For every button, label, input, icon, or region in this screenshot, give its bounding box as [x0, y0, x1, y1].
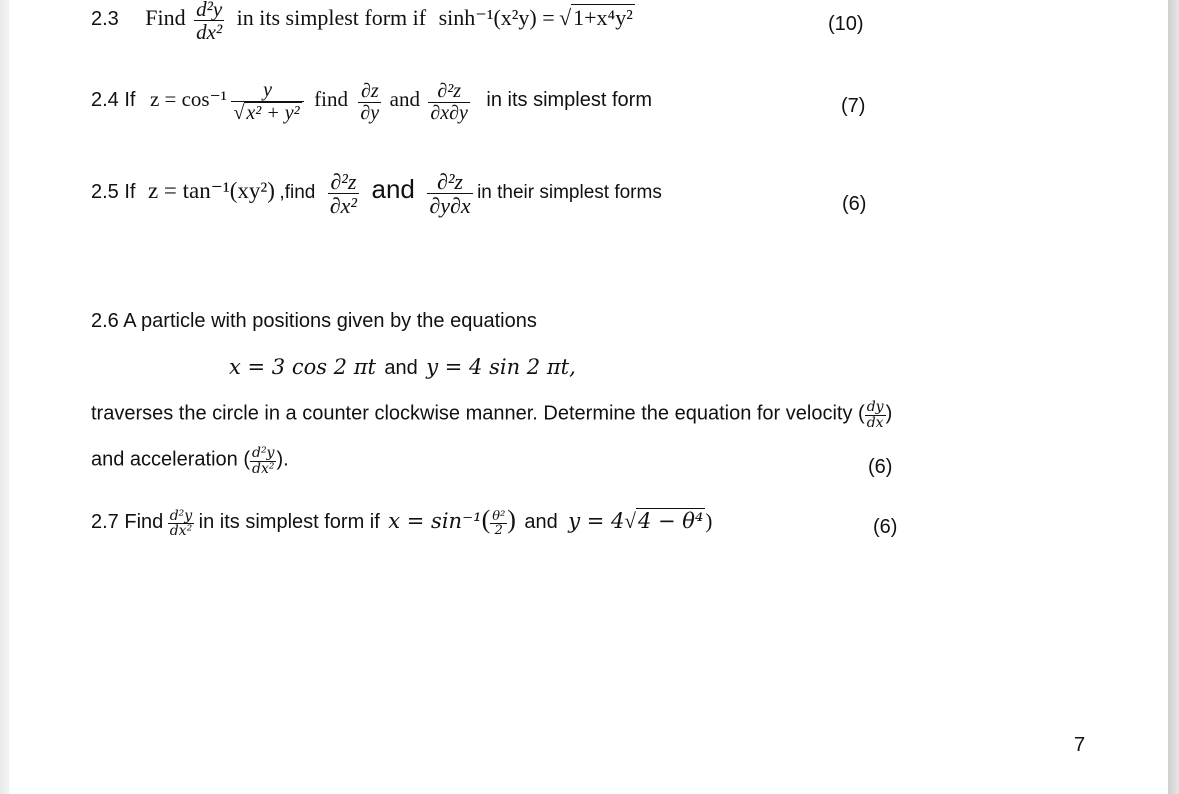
fraction-denominator: dx — [865, 415, 886, 431]
page-number: 7 — [1074, 734, 1086, 756]
equation-z: z = cos⁻¹ — [149, 87, 227, 112]
and-word: and — [389, 87, 420, 112]
find-word: ,find — [279, 181, 316, 203]
velocity-text: traverses the circle in a counter clockwise manner. Determine the equation for velocity ( — [91, 402, 865, 425]
question-number: 2.3 — [91, 7, 119, 30]
equation-x: x = sin⁻¹ — [388, 509, 482, 533]
fraction-numerator: θ² — [492, 508, 506, 524]
fraction-denominator: dx² — [169, 523, 193, 540]
question-2-6-intro: 2.6 A particle with positions given by the equations — [91, 310, 537, 332]
sqrt-sign: √ — [624, 509, 636, 533]
trailing-paren: ) — [705, 509, 713, 533]
fraction-numerator: d²y — [196, 0, 223, 21]
fraction-numerator: ∂²z — [436, 169, 463, 194]
theta-fraction — [490, 510, 507, 538]
fraction-numerator: ∂²z — [330, 169, 357, 194]
fraction-denominator: ∂y — [360, 101, 380, 124]
question-number: 2.4 If — [91, 89, 136, 112]
find-word: Find — [145, 4, 186, 30]
tail-text: in its simplest form — [486, 89, 652, 112]
second-derivative-fraction — [168, 509, 194, 539]
page-right-edge — [1168, 0, 1179, 794]
condition-text: in its simplest form if — [198, 511, 380, 533]
question-2-5 — [91, 170, 662, 217]
acceleration-fraction — [250, 446, 276, 476]
marks-2-4: (7) — [841, 95, 866, 117]
fraction-numerator: dy — [866, 399, 884, 415]
velocity-fraction — [865, 400, 886, 430]
equation-y: y = 4 sin 2 πt, — [426, 355, 576, 379]
marks-2-5: (6) — [842, 193, 867, 215]
page-left-edge — [0, 0, 9, 794]
question-2-6-equations — [229, 355, 576, 380]
fraction-numerator: ∂²z — [437, 79, 461, 102]
marks-2-7: (6) — [873, 516, 898, 538]
marks-2-6: (6) — [868, 456, 893, 478]
question-2-6-velocity-line — [91, 400, 892, 430]
fraction-numerator: ∂z — [360, 79, 379, 102]
second-derivative-fraction — [194, 0, 224, 43]
equation-x: x = 3 cos 2 πt — [229, 355, 376, 379]
tail-text: in their simplest forms — [477, 181, 662, 203]
radicand: 1+x⁴y² — [573, 4, 633, 30]
end-punctuation: ). — [276, 448, 289, 471]
fraction-denominator: dx² — [251, 460, 275, 477]
question-2-4 — [91, 80, 652, 124]
question-number: 2.5 If — [91, 180, 136, 203]
fraction-denominator: ∂x∂y — [430, 101, 468, 124]
fraction-numerator: y — [263, 79, 272, 101]
question-number: 2.7 Find — [91, 511, 164, 533]
question-2-7 — [91, 505, 712, 539]
find-word: find — [314, 87, 348, 112]
close-paren: ) — [885, 402, 893, 425]
fraction-denominator: ∂y∂x — [429, 193, 471, 219]
mixed-partial-yx — [427, 170, 472, 217]
second-partial-x — [328, 170, 359, 217]
fraction-numerator: d²y — [169, 507, 193, 524]
equation-lhs: sinh⁻¹(x²y) = — [438, 4, 555, 30]
fraction-denominator: dx² — [196, 20, 223, 45]
fraction-denominator: 2 — [490, 523, 507, 538]
radicand: x² + y² — [246, 102, 300, 124]
fraction-denominator: √ x² + y² — [231, 101, 303, 124]
question-2-6-acceleration-line — [91, 446, 289, 476]
marks-2-3: (10) — [828, 13, 864, 35]
sqrt-sign: √ — [559, 4, 572, 30]
partial-z-y — [358, 81, 381, 124]
and-word: and — [524, 511, 558, 533]
argument-fraction — [231, 80, 303, 124]
fraction-numerator: d²y — [251, 445, 275, 461]
and-word: and — [384, 357, 418, 379]
equation-y: y = 4 — [568, 509, 625, 533]
condition-text: in its simplest form if — [236, 4, 427, 30]
partial-z-xy — [428, 81, 470, 124]
question-2-3 — [91, 0, 635, 43]
acceleration-text: and acceleration ( — [91, 448, 250, 471]
close-paren: ) — [507, 505, 516, 534]
open-paren: ( — [481, 505, 491, 534]
and-word: and — [371, 173, 415, 204]
equation-z: z = tan⁻¹(xy²) — [147, 177, 275, 203]
radicand: 4 − θ⁴ — [637, 509, 704, 533]
fraction-denominator: ∂x² — [329, 193, 358, 219]
